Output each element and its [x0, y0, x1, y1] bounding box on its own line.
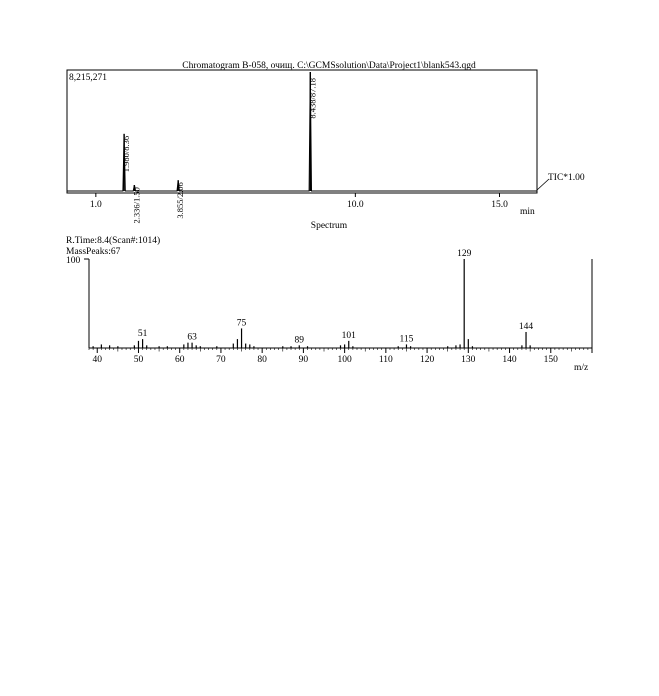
spectrum-x-tick-label: 60	[174, 355, 185, 365]
spectrum-peak-label: 75	[236, 318, 247, 329]
spectrum-peak-label: 51	[137, 329, 148, 340]
spectrum-peak-label: 89	[294, 335, 305, 346]
chromatogram-x-tick-label: 1.0	[89, 200, 102, 210]
spectrum-peak-label: 101	[341, 330, 356, 341]
chromatogram-x-axis-label: min	[520, 207, 535, 217]
spectrum-peak-label: 63	[187, 332, 197, 343]
spectrum-x-tick-label: 140	[502, 355, 517, 365]
chromatogram-x-tick-label: 15.0	[491, 200, 508, 210]
spectrum-y-max-label: 100	[66, 256, 81, 266]
spectrum-x-tick-label: 150	[543, 355, 558, 365]
spectrum-peaks	[93, 249, 533, 348]
spectrum-x-tick-label: 50	[133, 355, 144, 365]
spectrum-x-tick-label: 90	[298, 355, 309, 365]
spectrum-x-tick-label: 130	[461, 355, 476, 365]
spectrum-x-tick-label: 80	[257, 355, 267, 365]
spectrum-mass-peaks: MassPeaks:67	[66, 247, 121, 257]
spectrum-peak-label: 144	[518, 321, 534, 332]
spectrum-x-tick-label: 100	[337, 355, 352, 365]
spectrum-x-axis-label: m/z	[574, 363, 589, 373]
spectrum-peak-label: 115	[399, 334, 414, 345]
chromatogram-x-tick-label: 10.0	[347, 200, 364, 210]
spectrum-x-ticks	[89, 348, 592, 365]
chromatogram-x-ticks	[90, 193, 508, 210]
spectrum-x-tick-label: 110	[378, 355, 393, 365]
chromatogram-peaks	[67, 72, 537, 223]
spectrum-x-tick-label: 40	[92, 355, 102, 365]
chromatogram-peak-label: 3.855/2.06	[175, 182, 186, 219]
chromatogram-peak-label: 2.336/1.50	[131, 187, 142, 224]
spectrum-x-tick-label: 70	[216, 355, 226, 365]
chromatogram-plot-frame	[67, 70, 537, 193]
spectrum-x-tick-label: 120	[419, 355, 435, 365]
spectrum-retention-time: R.Time:8.4(Scan#:1014)	[66, 236, 161, 246]
chromatogram-title: Chromatogram B-058, очищ. C:\GCMSsolution\Data\Project1\blank543.qgd	[182, 61, 476, 71]
chromatogram-y-max-label: 8,215,271	[69, 73, 107, 83]
spectrum-peak-label: 129	[457, 249, 472, 259]
spectrum-section-title: Spectrum	[310, 221, 348, 231]
chromatogram-peak-label: 8.438/87.18	[307, 78, 318, 119]
tic-label: TIC*1.00	[548, 173, 585, 183]
chromatogram-peak-label: 1.980/8.36	[121, 135, 132, 173]
tic-trace	[67, 72, 537, 191]
